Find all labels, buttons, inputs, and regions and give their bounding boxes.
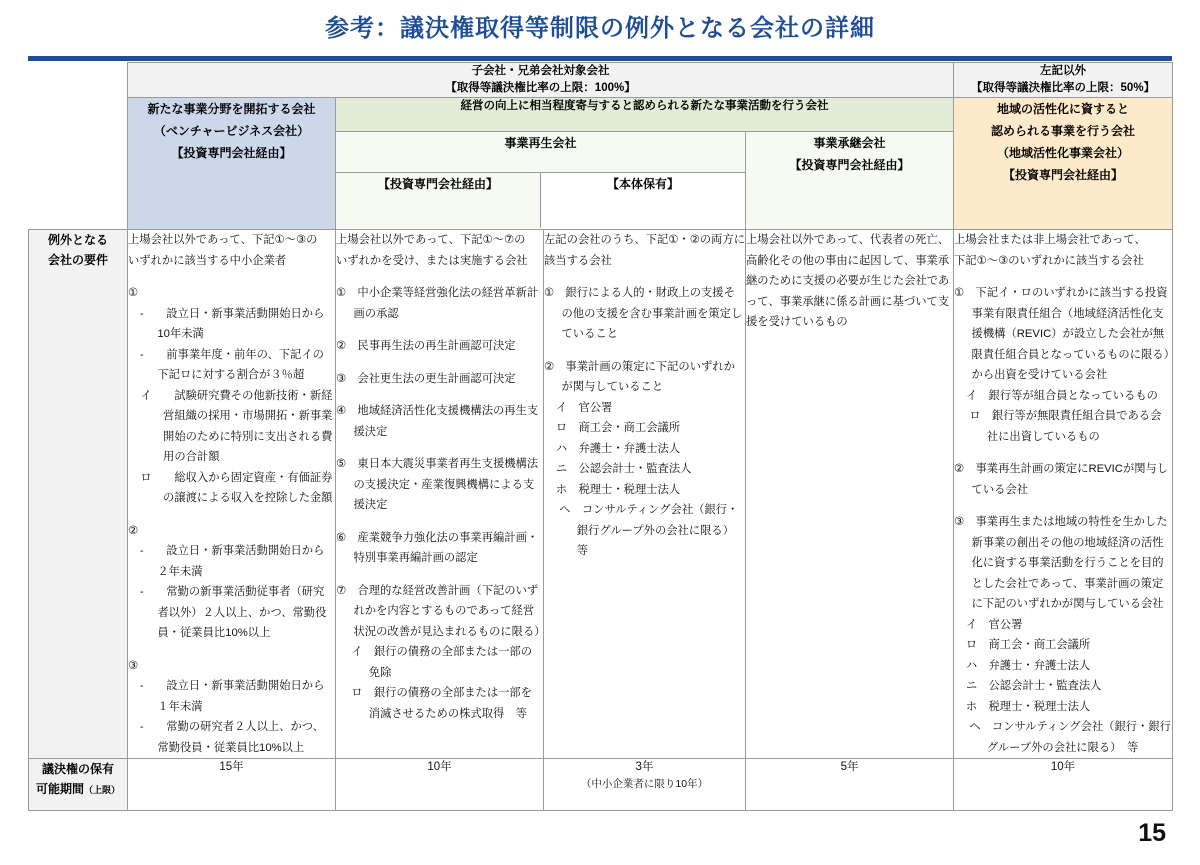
revival-spc-item-4: ④ 地域経済活性化支援機構法の再生支援決定 — [336, 405, 539, 438]
spacer — [954, 271, 1172, 283]
cell-requirements-region — [954, 230, 1173, 759]
venture-item-2-dash-2: - 常勤の新事業活動従事者（研究者以外）２人以上、かつ、常勤役員・従業員比10%以上 — [139, 586, 327, 639]
spacer — [128, 644, 335, 656]
region-item-2: ② 事業再生計画の策定にREVICが関与している会社 — [954, 463, 1169, 496]
row-header-period-line1: 議決権の保有 — [41, 762, 114, 776]
spacer — [544, 345, 745, 357]
exception-companies-table — [28, 62, 1173, 811]
region-kana-he: ヘ コンサルティング会社（銀行・銀行グループ外の会社に限る） 等 — [969, 721, 1171, 754]
revival-spc-item-6: ⑥ 産業競争力強化法の事業再編計画・特別事業再編計画の認定 — [336, 531, 539, 564]
region-item-1-kana-ro: ロ 銀行等が無限責任組合員である会社に出資しているもの — [969, 410, 1162, 443]
spacer — [336, 324, 543, 336]
cell-requirements-revival-spc — [336, 230, 544, 759]
period-revival-direct — [544, 759, 746, 811]
header-venture-line1: 新たな事業分野を開拓する会社 — [147, 102, 316, 116]
cell-requirements-succession — [746, 230, 954, 759]
spacer — [336, 516, 543, 528]
spacer — [954, 500, 1172, 512]
revival-direct-kana-i: イ 官公署 — [555, 401, 613, 414]
table-header-row-green-band — [29, 98, 1173, 132]
revival-direct-kana-ni: ニ 公認会計士・監査法人 — [555, 463, 692, 475]
spacer — [336, 271, 543, 283]
venture-item-1-marker: ① — [128, 287, 139, 299]
venture-item-1-dash-2: - 前事業年度・前年の、下記イの下記ロに対する割合が３％超 — [139, 348, 324, 381]
header-other-group-line2: 【取得等議決権比率の上限：50%】 — [971, 82, 1156, 94]
region-item-1-kana-i: イ 銀行等が組合員となっているもの — [965, 389, 1158, 402]
table-header-row-groups — [29, 63, 1173, 98]
header-revival-title-row — [336, 132, 745, 172]
header-region-company — [954, 98, 1173, 230]
page-title-text: 参考：議決権取得等制限の例外となる会社の詳細 — [325, 15, 875, 42]
header-succession-company — [746, 132, 954, 230]
header-subsidiary-group — [128, 63, 954, 98]
row-header-requirements — [29, 230, 128, 759]
spacer — [336, 442, 543, 454]
venture-item-2-marker: ② — [128, 524, 139, 537]
page-number: 15 — [1138, 819, 1166, 847]
venture-item-2-dash-1: - 設立日・新事業活動開始日から２年未満 — [139, 545, 325, 578]
revival-direct-kana-ha: ハ 弁護士・弁護士法人 — [555, 442, 681, 455]
revival-spc-intro-line2: いずれかを受け、または実施する会社 — [336, 254, 528, 267]
revival-direct-kana-ro: ロ 商工会・商工会議所 — [555, 422, 681, 434]
header-revival-title: 事業再生会社 — [336, 132, 745, 172]
header-succession-line1: 事業承継会社 — [813, 136, 886, 150]
row-header-requirements-line2: 会社の要件 — [47, 253, 108, 267]
header-subsidiary-group-line1: 子会社・兄弟会社対象会社 — [471, 65, 610, 77]
venture-item-3-marker: ③ — [128, 659, 139, 672]
revival-spc-intro-line1: 上場会社以外であって、下記①～⑦の — [336, 234, 526, 246]
header-region-line2: 認められる事業を行う会社 — [991, 124, 1136, 138]
revival-direct-kana-ho: ホ 税理士・税理士法人 — [555, 483, 681, 496]
succession-intro: 上場会社以外であって、代表者の死亡、高齢化その他の事由に起因して、事業承継のために支援の必要が生じた会社であって、事業承継に係る計画に基づいて支援を受けているもの — [746, 234, 950, 328]
page-title — [0, 12, 1200, 46]
region-intro-line1: 上場会社または非上場会社であって、 — [954, 234, 1146, 246]
venture-intro-line1: 上場会社以外であって、下記①～③の — [128, 234, 318, 246]
spacer — [128, 509, 335, 521]
title-underline-rule — [28, 56, 1172, 61]
header-corner-blank — [29, 63, 128, 230]
region-kana-ha: ハ 弁護士・弁護士法人 — [965, 659, 1091, 672]
revival-direct-item-1: ① 銀行による人的・財政上の支援その他の支援を含む事業計画を策定していること — [544, 287, 743, 340]
region-kana-ro: ロ 商工会・商工会議所 — [965, 639, 1091, 651]
table-body-row-requirements — [29, 230, 1173, 759]
region-kana-i: イ 官公署 — [965, 618, 1023, 631]
venture-item-3-dash-1: - 設立日・新事業活動開始日から１年未満 — [139, 680, 325, 713]
period-revival-spc: 10年 — [336, 759, 544, 811]
header-revival-group — [336, 132, 746, 230]
revival-direct-item-2: ② 事業計画の策定に下記のいずれかが関与していること — [544, 360, 735, 393]
revival-spc-item-1: ① 中小企業等経営強化法の経営革新計画の承認 — [336, 287, 539, 320]
revival-direct-kana-he: ヘ コンサルティング会社（銀行・銀行グループ外の会社に限る） 等 — [559, 504, 740, 557]
header-revival-direct: 【本体保有】 — [541, 172, 746, 228]
spacer — [336, 357, 543, 369]
revival-spc-item-7-kana-i: イ 銀行の債務の全部または一部の免除 — [351, 646, 533, 679]
header-green-band: 経営の向上に相当程度寄与すると認められる新たな事業活動を行う会社 — [336, 98, 954, 132]
header-venture-line3: 【投資専門会社経由】 — [171, 146, 292, 160]
venture-intro-line2: いずれかに該当する中小企業者 — [128, 254, 287, 267]
revival-direct-intro-line2: 該当する会社 — [544, 254, 612, 267]
revival-direct-intro-line1: 左記の会社のうち、下記①・②の両方に — [544, 234, 746, 246]
header-other-group-line1: 左記以外 — [1040, 65, 1087, 77]
header-region-line3: （地域活性化事業会社） — [997, 146, 1130, 160]
row-header-holding-period — [29, 759, 128, 811]
spacer — [128, 271, 335, 283]
period-revival-direct-main: 3年 — [635, 761, 654, 773]
header-region-line4: 【投資専門会社経由】 — [1003, 168, 1124, 182]
region-item-1: ① 下記イ・ロのいずれかに該当する投資事業有限責任組合（地域経済活性化支援機構（REVIC）が設立した会社が無限責任組合員となっているものに限る）から出資を受けている会社 — [954, 287, 1170, 381]
header-region-line1: 地域の活性化に資すると — [997, 102, 1130, 116]
spacer — [544, 271, 745, 283]
header-other-group — [954, 63, 1173, 98]
region-item-3: ③ 事業再生または地域の特性を生かした新事業の創出その他の地域経済の活性化に資する事業活動を行うことを目的とした会社であって、事業計画の策定に下記のいずれかが関与している会社 — [954, 516, 1168, 610]
venture-item-3-dash-2: - 常勤の研究者２人以上、かつ、常勤役員・従業員比10%以上 — [139, 721, 324, 754]
header-succession-line2: 【投資専門会社経由】 — [789, 158, 910, 172]
revival-spc-item-2: ② 民事再生法の再生計画認可決定 — [336, 340, 516, 352]
header-subsidiary-group-line2: 【取得等議決権比率の上限：100%】 — [445, 82, 636, 94]
period-revival-direct-sub: （中小企業者に限り10年） — [580, 778, 709, 790]
period-region: 10年 — [954, 759, 1173, 811]
row-header-period-line2: 可能期間 — [35, 782, 84, 796]
header-venture-line2: （ベンチャービジネス会社） — [153, 124, 310, 138]
region-intro-line2: 下記①～③のいずれかに該当する会社 — [954, 254, 1144, 267]
cell-requirements-venture — [128, 230, 336, 759]
region-kana-ho: ホ 税理士・税理士法人 — [965, 700, 1091, 713]
spacer — [954, 447, 1172, 459]
table-body-row-holding-period — [29, 759, 1173, 811]
venture-item-1-dash-1: - 設立日・新事業活動開始日から10年未満 — [139, 307, 325, 340]
row-header-requirements-line1: 例外となる — [47, 233, 108, 247]
period-venture: 15年 — [128, 759, 336, 811]
venture-item-1-kana-i: イ 試験研究費その他新技術・新経営組織の採用・市場開拓・新事業開始のために特別に支出される費用の合計額 — [140, 389, 333, 463]
header-revival-via-spc: 【投資専門会社経由】 — [336, 172, 541, 228]
revival-spc-item-7: ⑦ 合理的な経営改善計画（下記のいずれかを内容とするものであって経営状況の改善が見込まれるものに限る） — [336, 584, 546, 638]
row-header-period-line2-wrap — [29, 779, 127, 800]
spacer — [336, 389, 543, 401]
row-header-period-suffix: （上限） — [84, 785, 121, 795]
revival-spc-item-7-kana-ro: ロ 銀行の債務の全部または一部を消滅させるための株式取得 等 — [351, 687, 533, 720]
spacer — [336, 569, 543, 581]
header-revival-sub-row — [336, 172, 745, 228]
header-venture-company — [128, 98, 336, 230]
revival-spc-item-5: ⑤ 東日本大震災事業者再生支援機構法の支援決定・産業復興機構による支援決定 — [336, 458, 539, 511]
revival-spc-item-3: ③ 会社更生法の更生計画認可決定 — [336, 372, 516, 385]
cell-requirements-revival-direct — [544, 230, 746, 759]
venture-item-1-kana-ro: ロ 総収入から固定資産・有価証券の譲渡による収入を控除した金額 — [140, 471, 333, 504]
period-succession: 5年 — [746, 759, 954, 811]
region-kana-ni: ニ 公認会計士・監査法人 — [965, 680, 1102, 692]
